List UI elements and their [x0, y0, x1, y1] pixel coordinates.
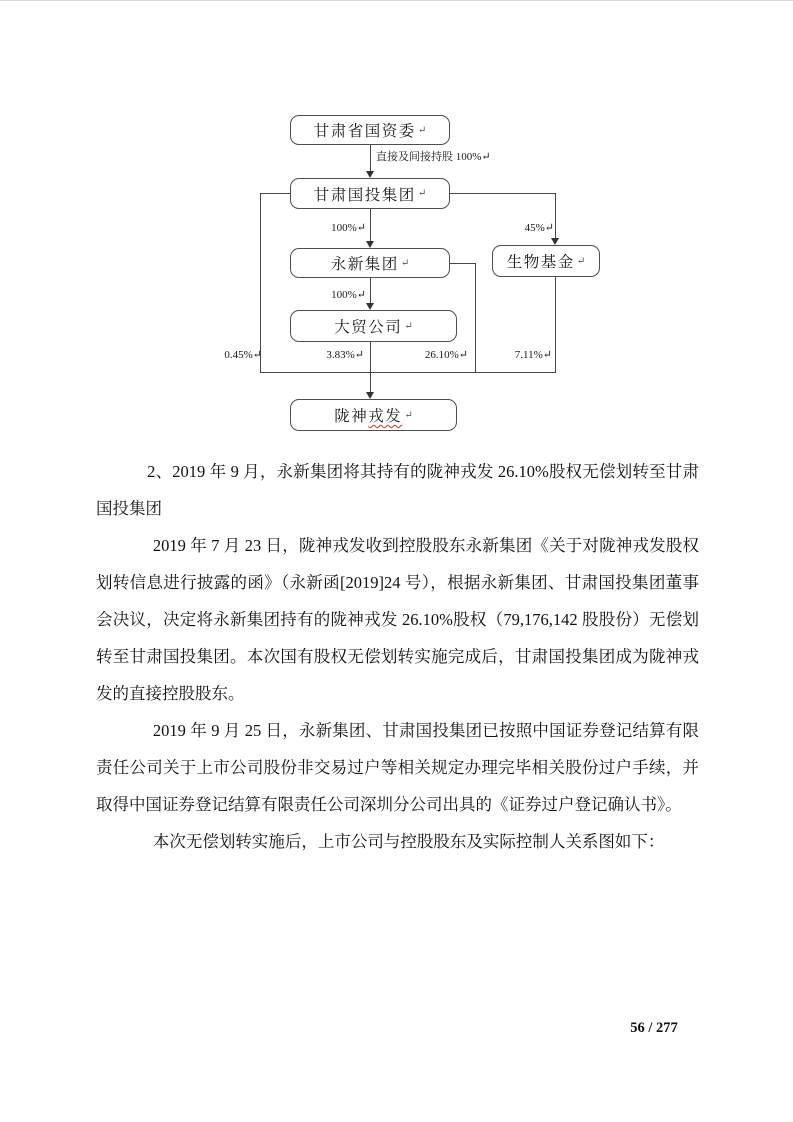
edge-guotou-biofund-line — [450, 193, 556, 194]
edge-label-guotou-biofund: 45%↵ — [524, 222, 554, 234]
edge-label-yongxin-longshen: 26.10%↵ — [424, 349, 468, 361]
return-mark-icon: ↵ — [400, 257, 410, 269]
node-gansu-sasac — [290, 115, 450, 145]
edge-label-damao-longshen: 3.83%↵ — [326, 349, 364, 361]
edge-label-direct-indirect: 直接及间接持股 100%↵ — [376, 151, 491, 163]
edge-yongxin-longshen-line — [475, 263, 476, 373]
arrowhead-down-icon — [366, 241, 374, 248]
node-bio-fund — [492, 245, 600, 277]
return-mark-icon: ↵ — [404, 320, 413, 332]
node-label: 生物基金 — [506, 254, 575, 271]
edge-sasac-guotou-line — [370, 145, 371, 171]
node-label: 甘肃省国资委 — [313, 123, 416, 140]
node-yongxin-group — [290, 248, 450, 278]
edge-yongxin-longshen-line — [450, 263, 475, 264]
arrowhead-down-icon — [551, 238, 559, 245]
node-label-spellcheck: 戎发 — [368, 408, 403, 425]
node-label: 大贸公司 — [334, 319, 403, 336]
edge-damao-longshen-line — [370, 342, 371, 392]
paragraph: 本次无偿划转实施后，上市公司与控股股东及实际控制人关系图如下： — [152, 832, 665, 851]
edge-guotou-yongxin-line — [370, 209, 371, 241]
node-gansu-guotou-group — [290, 178, 450, 209]
equity-structure-diagram — [0, 1, 793, 446]
return-mark-icon: ↵ — [404, 409, 413, 421]
paragraph: 2019 年 7 月 23 日，陇神戎发收到控股股东永新集团《关于对陇神戎发股权划转信息进行披露的函》（永新函[2019]24 号），根据永新集团、甘肃国投集团董事会决议，决定将永新集团持有的陇神戎发 26.10%股权（79,176,142 股股份）无偿划转至甘肃国投集团。本次国有股权无偿划转实施完成后，甘肃国投集团成为陇神戎发的直接控股股东。 — [96, 536, 699, 703]
paragraph: 2019 年 9 月 25 日，永新集团、甘肃国投集团已按照中国证券登记结算有限责任公司关于上市公司股份非交易过户等相关规定办理完毕相关股份过户手续，并取得中国证券登记结算有限责任公司深圳分公司出具的《证券过户登记确认书》。 — [96, 721, 699, 814]
return-mark-icon: ↵ — [417, 124, 427, 136]
node-damao-company — [290, 310, 457, 342]
edge-biofund-longshen-line — [555, 277, 556, 373]
section-heading: 2、2019 年 9 月，永新集团将其持有的陇神戎发 26.10%股权无偿划转至甘肃国投集团 — [96, 462, 699, 518]
edge-label-yongxin-damao: 100%↵ — [331, 289, 366, 301]
collector-line — [260, 372, 556, 373]
arrowhead-down-icon — [366, 171, 374, 178]
edge-guotou-longshen-line — [260, 193, 261, 373]
node-label: 永新集团 — [330, 256, 399, 273]
edge-guotou-longshen-line — [260, 193, 290, 194]
edge-yongxin-damao-line — [370, 278, 371, 303]
return-mark-icon: ↵ — [576, 255, 586, 267]
node-label: 甘肃国投集团 — [313, 186, 416, 204]
node-longshen-rongfa — [290, 399, 457, 431]
body-text — [96, 453, 699, 860]
edge-label-biofund-longshen: 7.11%↵ — [514, 349, 552, 361]
node-label: 陇神 — [334, 408, 369, 425]
edge-label-guotou-longshen: 0.45%↵ — [224, 349, 262, 361]
edge-label-guotou-yongxin: 100%↵ — [331, 222, 366, 234]
arrowhead-down-icon — [366, 392, 374, 399]
page-number: 56 / 277 — [630, 1020, 678, 1036]
return-mark-icon: ↵ — [417, 188, 427, 199]
arrowhead-down-icon — [366, 303, 374, 310]
edge-guotou-biofund-line — [555, 193, 556, 238]
